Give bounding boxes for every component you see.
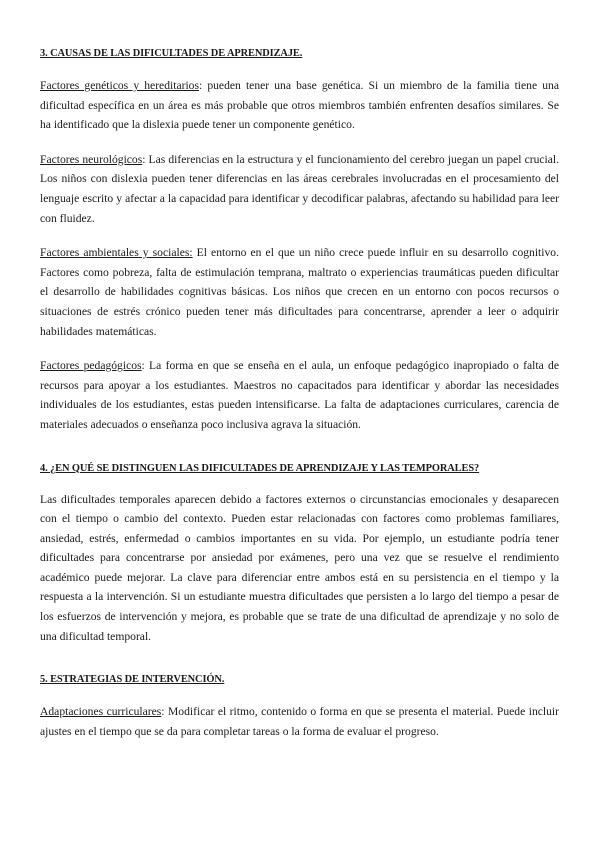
text-environmental-factors: El entorno en el que un niño crece puede influir en su desarrollo cognitivo. Factores como pobreza, falta de estimulación temprana, maltrato o experiencias traumáticas pueden dificultar el desarrollo de habilidades cognitivas básicas. Los niños que crecen en un entorno con pocos recursos o situaciones de estrés crónico pueden tener más dificultades para concentrarse, aprender a leer o adquirir habilidades matemáticas. [40, 246, 559, 338]
term-curricular-adaptations: Adaptaciones curriculares [40, 705, 162, 719]
section-4-heading: 4. ¿EN QUÉ SE DISTINGUEN LAS DIFICULTADES DE APRENDIZAJE Y LAS TEMPORALES? [40, 462, 480, 474]
paragraph-pedagogical-factors [40, 356, 559, 434]
paragraph-genetic-factors [40, 76, 559, 135]
paragraph-temporary-difficulties: Las dificultades temporales aparecen debido a factores externos o circunstancias emocionales y desaparecen con el tiempo o cambio del contexto. Pueden estar relacionadas con factores como problemas familiares, ansiedad, estrés, enfermedad o cambios importantes en su vida. Por ejemplo, un estudiante podría tener dificultades para concentrarse por ansiedad por exámenes, pero una vez que se resuelve el rendimiento académico puede mejorar. La clave para diferenciar entre ambos está en su persistencia en el tiempo y la respuesta a la intervención. Si un estudiante muestra dificultades que persisten a lo largo del tiempo a pesar de los esfuerzos de intervención y mejora, es probable que se trate de una dificultad de aprendizaje y no solo de una dificultad temporal. [40, 492, 559, 643]
term-environmental-factors: Factores ambientales y sociales: [40, 246, 193, 260]
text-curricular-adaptations: : Modificar el ritmo, contenido o forma en que se presenta el material. Puede incluir ajustes en el tiempo que se da para completar tareas o la forma de evaluar el progreso. [40, 705, 559, 738]
text-genetic-factors: : pueden tener una base genética. Si un miembro de la familia tiene una dificultad específica en un área es más probable que otros miembros también enfrenten desafíos similares. Se ha identificado que la dislexia puede tener un componente genético. [40, 79, 559, 132]
term-neurological-factors: Factores neurológicos [40, 152, 143, 166]
paragraph-neurological-factors [40, 150, 559, 228]
document-page [40, 46, 559, 741]
section-5-heading: 5. ESTRATEGIAS DE INTERVENCIÓN. [40, 674, 225, 686]
term-genetic-factors: Factores genéticos y hereditarios [40, 79, 199, 92]
text-pedagogical-factors: : La forma en que se enseña en el aula, un enfoque pedagógico inapropiado o falta de recursos para apoyar a los estudiantes. Maestros no capacitados para identificar y abordar las necesidades individuales de los estudiantes, estas pueden intensificarse. La falta de adaptaciones curriculares, carencia de materiales adecuados o enseñanza poco inclusiva agrava la situación. [40, 359, 559, 431]
term-pedagogical-factors: Factores pedagógicos [40, 359, 142, 373]
paragraph-curricular-adaptations [40, 702, 559, 741]
paragraph-environmental-factors [40, 243, 559, 341]
section-3-heading: 3. CAUSAS DE LAS DIFICULTADES DE APRENDIZAJE. [40, 48, 303, 59]
text-neurological-factors: : Las diferencias en la estructura y el funcionamiento del cerebro juegan un papel crucial. Los niños con dislexia pueden tener diferencias en las áreas cerebrales involucradas en el procesamiento del lenguaje escrito y afectar a la capacidad para identificar y decodificar palabras, afectando su habilidad para leer con fluidez. [40, 152, 560, 225]
